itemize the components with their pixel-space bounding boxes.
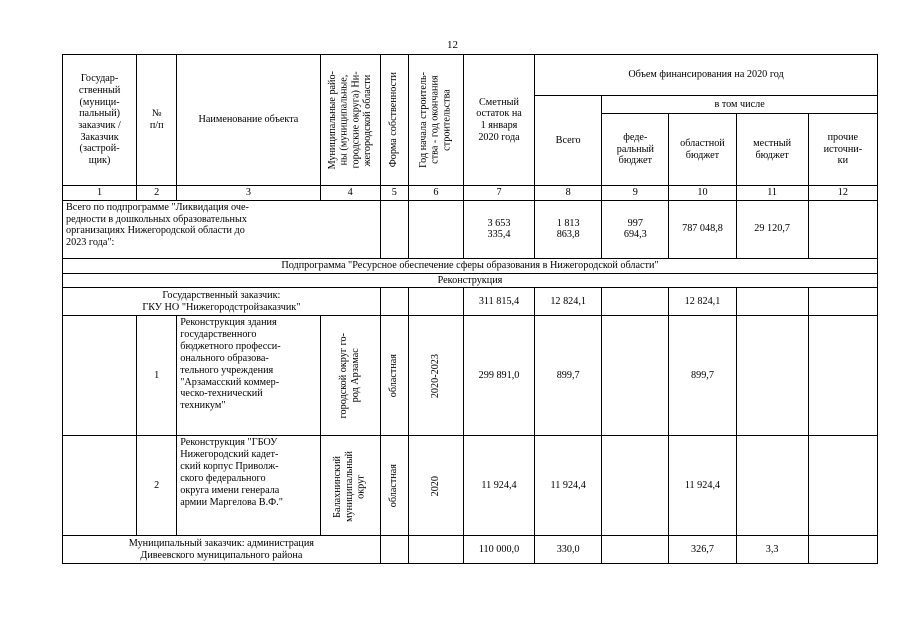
object-regional: 11 924,4 bbox=[669, 436, 736, 536]
empty-cell bbox=[808, 288, 877, 316]
object-number: 2 bbox=[137, 436, 177, 536]
object-number: 1 bbox=[137, 316, 177, 436]
header-number: № п/п bbox=[137, 55, 177, 186]
header-years-text: Год начала строитель- ства - год окончания строительства bbox=[418, 72, 453, 168]
total-balance: 3 653 335,4 bbox=[463, 200, 534, 258]
empty-cell bbox=[602, 536, 669, 564]
column-number: 10 bbox=[669, 186, 736, 201]
page-number: 12 bbox=[447, 39, 458, 51]
column-number: 9 bbox=[602, 186, 669, 201]
section-title: Реконструкция bbox=[63, 273, 878, 288]
subprogram-total-row bbox=[63, 200, 878, 258]
header-municipality-text: Муниципальные райо- ны (муниципальные, городские округа) Ни- жегородской области bbox=[326, 70, 373, 170]
state-customer-balance: 311 815,4 bbox=[463, 288, 534, 316]
header-total: Всего bbox=[535, 96, 602, 186]
object-row bbox=[63, 436, 878, 536]
header-municipality bbox=[320, 55, 380, 186]
header-including: в том числе bbox=[602, 96, 878, 114]
municipal-customer-regional: 326,7 bbox=[669, 536, 736, 564]
header-ownership bbox=[380, 55, 408, 186]
object-total: 899,7 bbox=[535, 316, 602, 436]
object-local bbox=[736, 436, 808, 536]
empty-cell bbox=[408, 288, 463, 316]
object-name: Реконструкция здания государственного бюджетного професси- онального образова- тельного учреждения "Арзамасский коммер- ческо-технический техникум" bbox=[177, 316, 320, 436]
state-customer-row bbox=[63, 288, 878, 316]
object-years-text: 2020-2023 bbox=[429, 353, 441, 399]
state-customer-regional: 12 824,1 bbox=[669, 288, 736, 316]
subprogram-title: Подпрограмма "Ресурсное обеспечение сферы образования в Нижегородской области" bbox=[63, 258, 878, 273]
object-federal bbox=[602, 436, 669, 536]
header-other: прочие источни- ки bbox=[808, 114, 877, 186]
object-total: 11 924,4 bbox=[535, 436, 602, 536]
subprogram-total-label: Всего по подпрограмме "Ликвидация оче- редности в дошкольных образовательных организациях Нижегородской области до 2023 года": bbox=[63, 200, 381, 258]
section-row bbox=[63, 273, 878, 288]
object-federal bbox=[602, 316, 669, 436]
header-years bbox=[408, 55, 463, 186]
column-number-row bbox=[63, 186, 878, 201]
header-financing: Объем финансирования на 2020 год bbox=[535, 55, 878, 96]
empty-cell bbox=[408, 200, 463, 258]
municipal-customer-local: 3,3 bbox=[736, 536, 808, 564]
object-municipality bbox=[320, 436, 380, 536]
object-balance: 11 924,4 bbox=[463, 436, 534, 536]
state-customer-total: 12 824,1 bbox=[535, 288, 602, 316]
total-federal: 997 694,3 bbox=[602, 200, 669, 258]
object-other bbox=[808, 436, 877, 536]
object-municipality-text: городской округ го- род Арзамас bbox=[338, 333, 362, 419]
municipal-customer-total: 330,0 bbox=[535, 536, 602, 564]
object-municipality bbox=[320, 316, 380, 436]
total-financing: 1 813 863,8 bbox=[535, 200, 602, 258]
object-regional: 899,7 bbox=[669, 316, 736, 436]
total-other bbox=[808, 200, 877, 258]
subprogram-row bbox=[63, 258, 878, 273]
object-ownership-text: областная bbox=[388, 354, 400, 398]
financing-table bbox=[62, 54, 878, 564]
object-ownership bbox=[380, 316, 408, 436]
empty-cell bbox=[602, 288, 669, 316]
column-number: 12 bbox=[808, 186, 877, 201]
empty-cell bbox=[408, 536, 463, 564]
object-years bbox=[408, 436, 463, 536]
empty-cell bbox=[380, 536, 408, 564]
empty-cell bbox=[380, 200, 408, 258]
header-federal: феде- ральный бюджет bbox=[602, 114, 669, 186]
column-number: 1 bbox=[63, 186, 137, 201]
state-customer-label: Государственный заказчик: ГКУ НО "Нижегородстройзаказчик" bbox=[63, 288, 381, 316]
column-number: 4 bbox=[320, 186, 380, 201]
empty-cell bbox=[380, 288, 408, 316]
column-number: 8 bbox=[535, 186, 602, 201]
column-number: 5 bbox=[380, 186, 408, 201]
object-ownership bbox=[380, 436, 408, 536]
column-number: 6 bbox=[408, 186, 463, 201]
header-customer: Государ- ственный (муници- пальный) заказчик / Заказчик (застрой- щик) bbox=[63, 55, 137, 186]
object-ownership-text: областная bbox=[388, 464, 400, 508]
empty-cell bbox=[63, 436, 137, 536]
object-years-text: 2020 bbox=[429, 475, 441, 497]
object-municipality-text: Балахнинский муниципальный округ bbox=[332, 450, 368, 522]
object-name: Реконструкция "ГБОУ Нижегородский кадет- ский корпус Приволж- ского федерального округа имени генерала армии Маргелова В.Ф." bbox=[177, 436, 320, 536]
total-local: 29 120,7 bbox=[736, 200, 808, 258]
column-number: 7 bbox=[463, 186, 534, 201]
empty-cell bbox=[736, 288, 808, 316]
municipal-customer-row bbox=[63, 536, 878, 564]
header-regional: областной бюджет bbox=[669, 114, 736, 186]
object-balance: 299 891,0 bbox=[463, 316, 534, 436]
header-object-name: Наименование объекта bbox=[177, 55, 320, 186]
header-ownership-text: Форма собственности bbox=[388, 72, 400, 168]
total-regional: 787 048,8 bbox=[669, 200, 736, 258]
empty-cell bbox=[808, 536, 877, 564]
header-balance: Сметный остаток на 1 января 2020 года bbox=[463, 55, 534, 186]
municipal-customer-balance: 110 000,0 bbox=[463, 536, 534, 564]
object-row bbox=[63, 316, 878, 436]
column-number: 2 bbox=[137, 186, 177, 201]
object-local bbox=[736, 316, 808, 436]
municipal-customer-label: Муниципальный заказчик: администрация Дивеевского муниципального района bbox=[63, 536, 381, 564]
object-years bbox=[408, 316, 463, 436]
column-number: 3 bbox=[177, 186, 320, 201]
column-number: 11 bbox=[736, 186, 808, 201]
header-local: местный бюджет bbox=[736, 114, 808, 186]
object-other bbox=[808, 316, 877, 436]
empty-cell bbox=[63, 316, 137, 436]
header-row-1 bbox=[63, 55, 878, 96]
